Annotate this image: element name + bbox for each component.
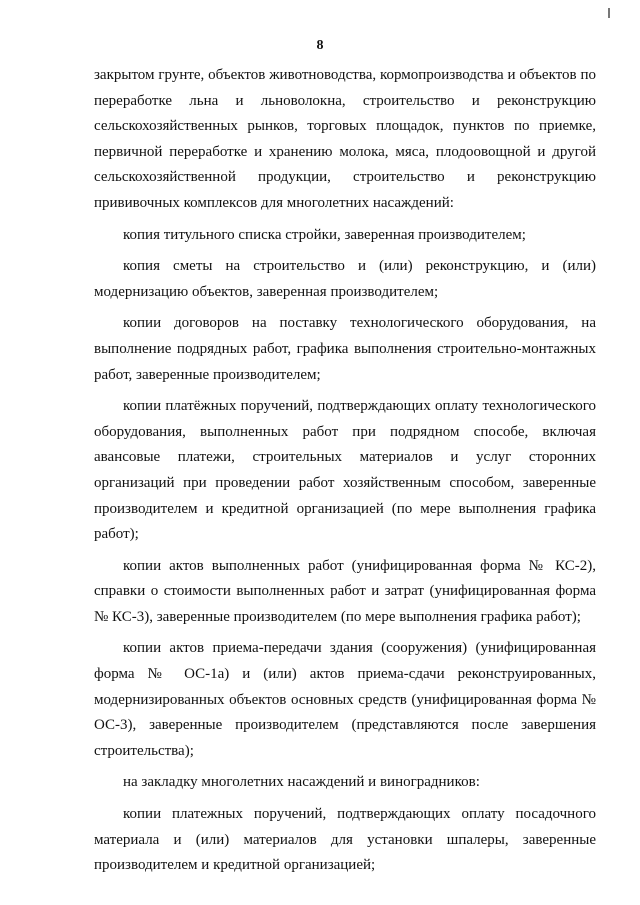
paragraph-7: копии актов приема-передачи здания (сооружения) (унифицированная форма № ОС-1а) и (или) актов приема-сдачи реконструированных, модернизированных объектов основных средств (унифицированная форма № ОС-3), заверенные производителем (представляются после завершения строительства); xyxy=(94,640,596,759)
paragraph-4: копии договоров на поставку технологического оборудования, на выполнение подрядных работ, графика выполнения строительно-монтажных работ, заверенные производителем; xyxy=(94,315,596,383)
paragraph-5: копии платёжных поручений, подтверждающих оплату технологического оборудования, выполненных работ при подрядном способе, включая авансовые платежи, строительных материалов и услуг сторонних организаций при проведении работ хозяйственным способом, заверенные производителем и кредитной организацией (по мере выполнения графика работ); xyxy=(94,398,596,543)
paragraph-8: на закладку многолетних насаждений и виноградников: xyxy=(123,774,480,791)
paragraph-1: закрытом грунте, объектов животноводства, кормопроизводства и объектов по переработке льна и льноволокна, строительство и реконструкцию сельскохозяйственных рынков, торговых площадок, пунктов по приемке, первичной переработке и хранению молока, мяса, плодоовощной и другой сельскохозяйственной продукции, строительство и реконструкцию прививочных комплексов для многолетних насаждений: xyxy=(94,67,596,211)
paragraph-2: копия титульного списка стройки, заверенная производителем; xyxy=(123,226,526,243)
paragraph-3: копия сметы на строительство и (или) реконструкцию, и (или) модернизацию объектов, заверенная производителем; xyxy=(94,258,596,300)
paragraph-9: копии платежных поручений, подтверждающих оплату посадочного материала и (или) материалов для установки шпалеры, заверенные производителем и кредитной организацией; xyxy=(94,806,596,874)
paragraph-6: копии актов выполненных работ (унифицированная форма № КС-2), справки о стоимости выполненных работ и затрат (унифицированная форма № КС-3), заверенные производителем (по мере выполнения графика работ); xyxy=(94,557,596,625)
document-body xyxy=(94,63,596,885)
scan-mark xyxy=(608,8,610,18)
page-number: 8 xyxy=(316,38,324,53)
